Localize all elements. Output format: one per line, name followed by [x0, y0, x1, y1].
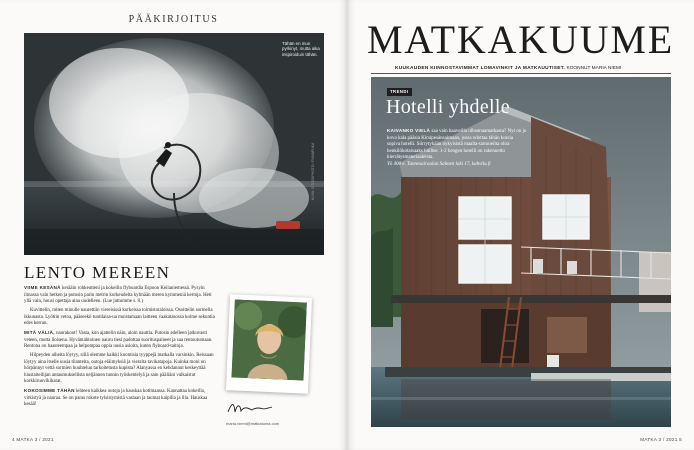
paragraph-text: lehteen kaikkea outoja ja hauskaa kotimaassa. Kannattaa kokeilla, virkistyä ja nauraa. Se on paras rokote tylsistymistä vastaan ja taumat kaipilla ja illa. Hauskaa kesää!: [24, 389, 208, 408]
trend-tag: TRENDI: [387, 88, 412, 96]
editor-signature: [226, 398, 274, 418]
hotel-body: saa vain haaveilla ullosmaamatkasta? Nyt on jo kova kala pääsia Kirsipesänsaimaan, jossa odottaa tähän korsia sopiva hotelli. Siirrytykään nykyisistä maalta-tartoneilta ohra henkilökotaisaaks huiltse. 1-2 hengen hotelli on rakennettu kierrätysmateriaaleista.: [387, 129, 527, 161]
hotel-info: Yö 400 e. Tunnesairaalan Salmen laki 17, kahvila.fi: [387, 161, 491, 167]
flyboard-illustration: [24, 33, 324, 255]
strapline-byline: KOONNUT MARIA NIEMI: [565, 66, 622, 71]
section-masthead: MATKAKUUME: [367, 17, 674, 62]
paragraph-text: Hilpeyden aiheita löytyy, sillä olemme kaikki koomisia tyyppejä matkalla varsinkin. Reissaan löytyy aina itselle uusia tilanteita, outoja eläimyksiä ja vieraita tavikatapoja. Kuinka moni on hörpännyt vettä sormien huuhtelun tarkoitetusta kupista? Alanyassa en kehdannut keskeyttää hiustaiteilijan antaumuksellista neljännen tunnin työskentelyä ja sain pääliäni valkaistut korkkiruuvikiharat.: [24, 352, 214, 385]
section-kicker: PÄÄKIRJOITUS: [128, 14, 219, 25]
paragraph-lead: VIIME KESÄNÄ: [24, 285, 61, 290]
hotel-article: [387, 128, 527, 169]
flyboard-photo: [24, 33, 324, 255]
editor-illustration: [232, 299, 307, 380]
right-page: [347, 0, 694, 450]
paragraph: [24, 285, 220, 306]
hotel-lead: KAIVANKO VIELÄ: [387, 128, 431, 133]
page-number-right: MATKA 3 / 2021 5: [640, 437, 682, 442]
photo-credit: KUVA: ISTOCKPHOTO / PUMAPUKA: [311, 142, 315, 200]
paragraph-text: naurakoot! Vasta, kun ajattelin näin, aloin nauttia. Putosin edelleen jatkuvasti veteen, mutta iloisena. Hyväntahtoinen nauru tiesi padottaa suorituspaineet ja saa rentoutumaan. Rentona on haasteempaa ja helpompaa oppia uusia asioita, kuten flyboard-taitoja.: [24, 330, 213, 350]
editor-photo: [232, 299, 307, 380]
editor-email: maria.niemi@matkatuma.com: [226, 421, 280, 426]
photo-caption: Tähän en mun pyrkinyt, mutta aika inspiroiduin tähän.: [282, 41, 320, 57]
hotel-headline: Hotelli yhdelle: [386, 96, 510, 118]
paragraph-text: Kuvittelin, miten minulle naurettiin viereisissä korkeissa toimistotaloissa. Osoittelin sormella ikkunasta. Lyötiin vetoa, pääseekö tuntilaisa-ua muistamaan laitteen vaakatasossa kolme sekuntia edes kerran.: [24, 307, 215, 327]
paragraph: [24, 330, 220, 351]
editorial-headline: LENTO MEREEN: [24, 263, 171, 282]
strapline-bold: KUUKAUDEN KIINNOSTAVIMMAT LOMAVINKIT JA MATKAUUTISET.: [395, 66, 566, 71]
floating-hotel-photo: [371, 77, 671, 427]
divider: [371, 73, 671, 74]
editor-portrait: [226, 294, 312, 393]
editorial-body: [24, 285, 220, 411]
paragraph-text: kerääin rohkeutteni ja kokeilin flyboardia Espoon Keilaniemessä. Pysyin ilmassa vain hetken ja putosin parin metrin korkeudelta kylmään meren kymmeniä kertoja. Heti yllä vain, huusi opettaja aina uudelleen. (Lue juttumme s. 8.): [24, 286, 212, 305]
paragraph-lead: KOKOSIMME TÄHÄN: [24, 388, 75, 394]
paragraph: [24, 353, 220, 386]
paragraph: [24, 388, 220, 409]
paragraph: [24, 308, 220, 328]
section-strapline: [395, 66, 621, 71]
paragraph-lead: MITÄ VÄLIÄ,: [24, 329, 55, 335]
page-number-left: 4 MATKA 3 / 2021: [12, 437, 54, 442]
